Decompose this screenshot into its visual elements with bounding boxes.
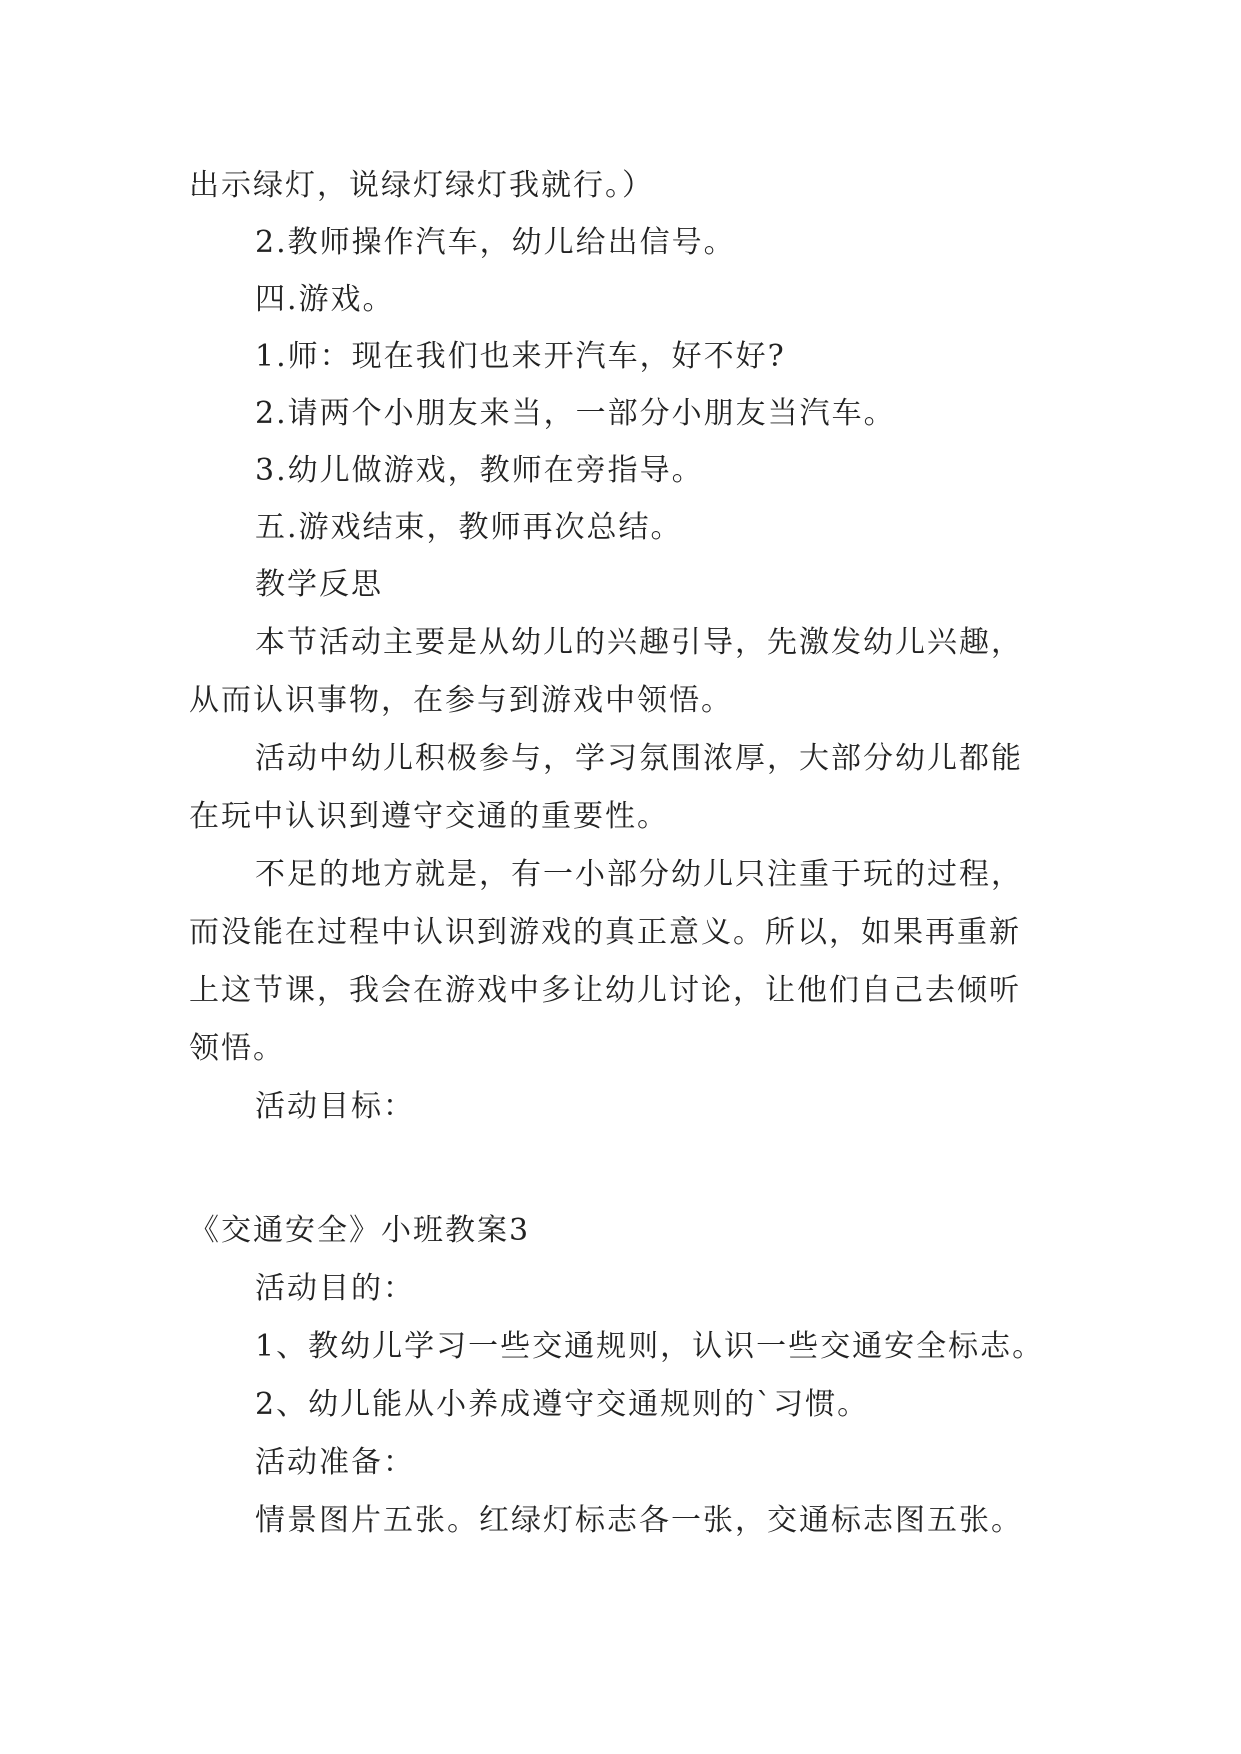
text-line: 1、教幼儿学习一些交通规则，认识一些交通安全标志。	[255, 1329, 1045, 1364]
section-heading: 五.游戏结束，教师再次总结。	[255, 510, 683, 545]
section-heading: 教学反思	[255, 567, 383, 602]
text-line: 活动中幼儿积极参与，学习氛围浓厚，大部分幼儿都能	[255, 741, 1023, 776]
section-heading: 活动目的：	[255, 1271, 415, 1306]
text-line: 在玩中认识到遵守交通的重要性。	[189, 799, 669, 834]
text-line: 2、幼儿能从小养成遵守交通规则的`习惯。	[255, 1387, 870, 1422]
text-line: 上这节课，我会在游戏中多让幼儿讨论，让他们自己去倾听	[189, 973, 1021, 1008]
text-line: 出示绿灯，说绿灯绿灯我就行。）	[189, 168, 654, 203]
section-heading: 活动准备：	[255, 1445, 415, 1480]
text-line: 本节活动主要是从幼儿的兴趣引导，先激发幼儿兴趣，	[255, 625, 1023, 660]
text-line: 2.教师操作汽车，幼儿给出信号。	[255, 225, 736, 260]
section-heading: 活动目标：	[255, 1089, 415, 1124]
text-line: 从而认识事物，在参与到游戏中领悟。	[189, 683, 733, 718]
text-line: 而没能在过程中认识到游戏的真正意义。所以，如果再重新	[189, 915, 1021, 950]
text-line: 2.请两个小朋友来当，一部分小朋友当汽车。	[255, 396, 896, 431]
text-line: 领悟。	[189, 1031, 285, 1066]
section-heading: 四.游戏。	[255, 282, 395, 317]
text-line: 不足的地方就是，有一小部分幼儿只注重于玩的过程，	[255, 857, 1023, 892]
text-line: 1.师：现在我们也来开汽车，好不好?	[255, 339, 786, 374]
text-line: 情景图片五张。红绿灯标志各一张，交通标志图五张。	[255, 1503, 1023, 1538]
text-line: 3.幼儿做游戏，教师在旁指导。	[255, 453, 704, 488]
document-title: 《交通安全》小班教案3	[189, 1213, 531, 1248]
